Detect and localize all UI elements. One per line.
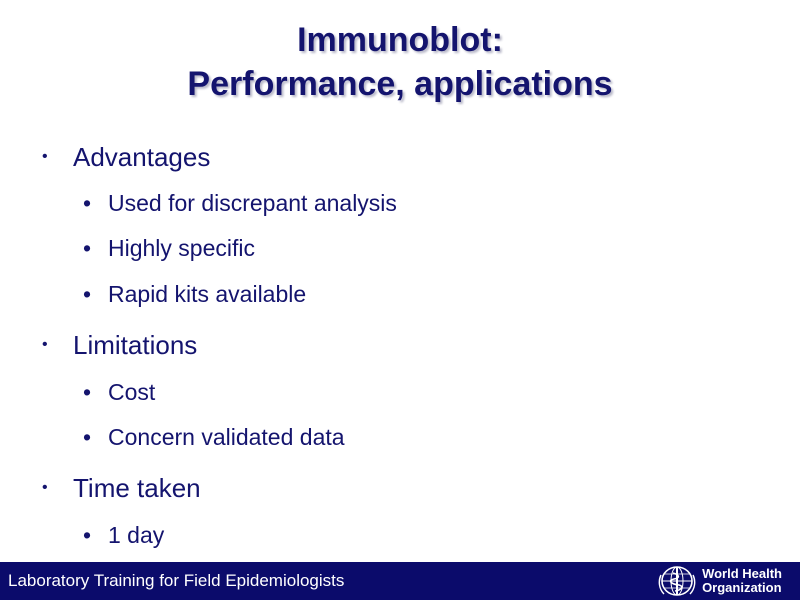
bullet-icon: •: [42, 148, 48, 165]
sub-bullet-label: 1 day: [108, 522, 165, 548]
sub-bullet: [83, 234, 255, 262]
bullet-limitations: [42, 330, 198, 360]
bullet-icon: •: [42, 336, 48, 353]
who-line-2: Organization: [702, 580, 782, 595]
sub-bullet: [83, 378, 156, 406]
sub-bullet: [83, 280, 307, 308]
bullet-label: Advantages: [73, 142, 211, 172]
sub-bullet: [83, 189, 397, 217]
bullet-advantages: [42, 142, 211, 172]
footer-bar: [0, 562, 800, 600]
who-logo: [658, 565, 782, 597]
sub-bullet-label: Cost: [108, 379, 156, 405]
bullet-label: Limitations: [73, 330, 198, 360]
who-wordmark: [702, 567, 782, 595]
sub-bullet-label: Used for discrepant analysis: [108, 190, 397, 216]
bullet-time-taken: [42, 473, 201, 503]
footer-course-title: Laboratory Training for Field Epidemiologists: [8, 571, 345, 590]
sub-bullet: [83, 423, 345, 451]
sub-bullet: [83, 521, 165, 549]
bullet-icon: •: [83, 379, 92, 405]
sub-bullet-label: Rapid kits available: [108, 281, 307, 307]
bullet-icon: •: [83, 281, 92, 307]
title-line-2: Performance, applications: [187, 65, 613, 103]
sub-bullet-label: Highly specific: [108, 235, 255, 261]
sub-bullet-label: Concern validated data: [108, 424, 345, 450]
bullet-icon: •: [83, 522, 92, 548]
title-line-1: Immunoblot:: [297, 21, 503, 59]
bullet-icon: •: [83, 190, 92, 216]
bullet-icon: •: [83, 424, 92, 450]
bullet-icon: •: [42, 479, 48, 496]
bullet-label: Time taken: [73, 473, 201, 503]
bullet-icon: •: [83, 235, 92, 261]
who-emblem-icon: [658, 565, 696, 597]
who-line-1: World Health: [702, 566, 782, 581]
